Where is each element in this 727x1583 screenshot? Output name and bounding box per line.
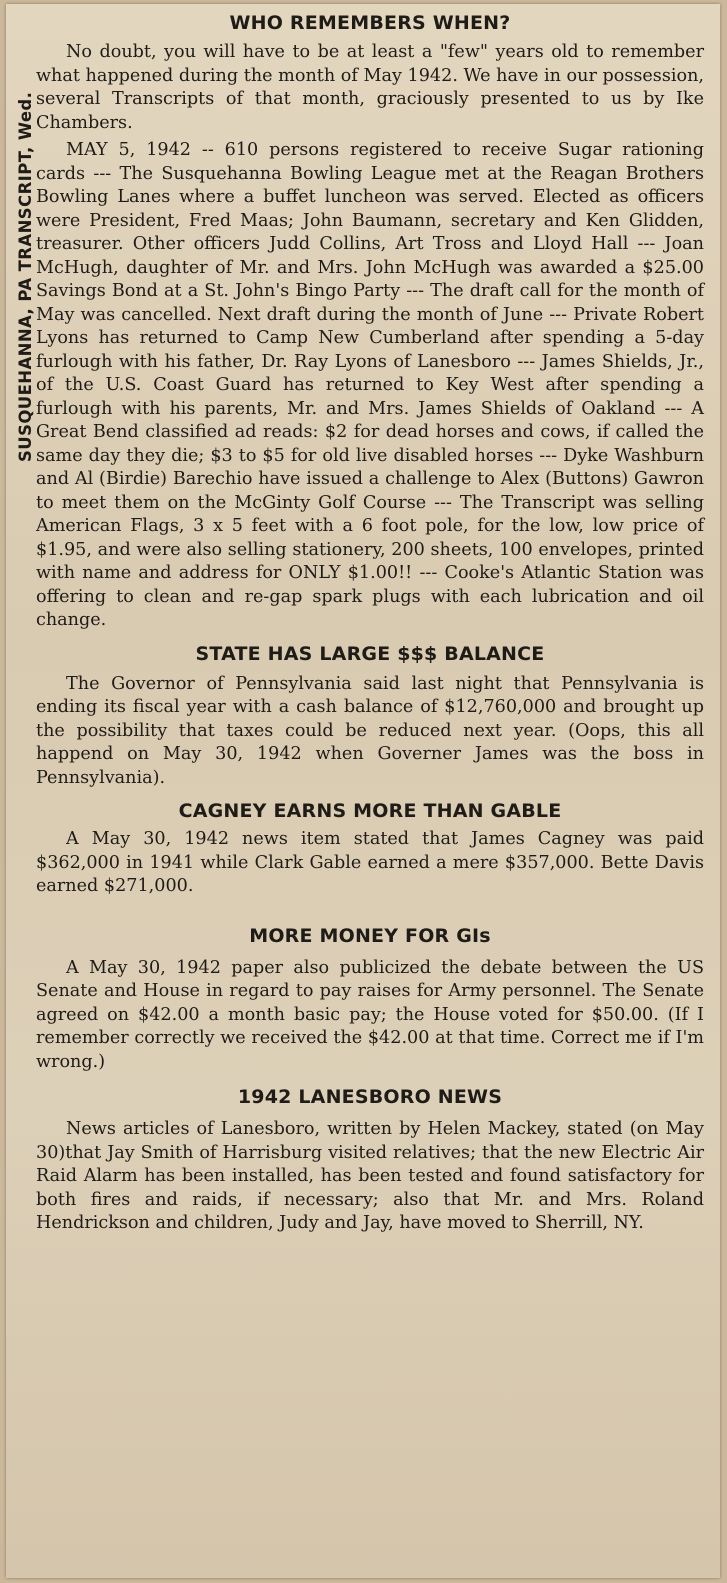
paragraph-state-balance: The Governor of Pennsylvania said last night that Pennsylvania is ending its fiscal year with a cash balance of $12,760,000 and brought up the possibility that taxes could be reduced next year. (Oops, this all happend on May 30, 1942 when Governer James was the boss in Pennsylvania). <box>36 673 704 788</box>
paragraph-lanesboro: News articles of Lanesboro, written by Helen Mackey, stated (on May 30)that Jay Smith of Harrisburg visited relatives; that the new Electric Air Raid Alarm has been installed, has been tested and found satisfactory for both fires and raids, if necessary; also that Mr. and Mrs. Roland Hendrickson and children, Judy and Jay, have moved to Sherrill, NY. <box>36 1119 704 1233</box>
paragraph-cagney: A May 30, 1942 news item stated that James Cagney was paid $362,000 in 1941 while Clark Gable earned a mere $357,000. Bette Davis earned $271,000. <box>36 829 704 896</box>
paragraph-money-gis: A May 30, 1942 paper also publicized the debate between the US Senate and House in regard to pay raises for Army personnel. The Senate agreed on $42.00 a month basic pay; the House voted for $50.00. (If I remember correctly we received the $42.00 at that time. Correct me if I'm wrong.) <box>36 957 704 1072</box>
heading-money-gis: MORE MONEY FOR GIs <box>249 924 491 947</box>
newspaper-clipping <box>6 4 720 1578</box>
paragraph-intro: No doubt, you will have to be at least a "few" years old to remember what happened during the month of May 1942. We have in our possession, several Transcripts of that month, graciously presented to us by Ike Chambers. <box>36 42 704 133</box>
heading-lanesboro: 1942 LANESBORO NEWS <box>237 1086 503 1108</box>
newspaper-source-label: SUSQUEHANNA, PA TRANSCRIPT, Wed. <box>16 91 35 462</box>
heading-state-balance: STATE HAS LARGE $$$ BALANCE <box>195 642 545 665</box>
heading-cagney: CAGNEY EARNS MORE THAN GABLE <box>178 800 562 822</box>
paragraph-may-5: MAY 5, 1942 -- 610 persons registered to receive Sugar rationing cards --- The Susquehanna Bowling League met at the Reagan Brothers Bowling Lanes where a buffet luncheon was served. Elected as officers were President, Fred Maas; John Baumann, secretary and Ken Glidden, treasurer. Other officers Judd Collins, Art Tross and Lloyd Hall --- Joan McHugh, daughter of Mr. and Mrs. John McHugh was awarded a $25.00 Savings Bond at a St. John's Bingo Party --- The draft call for the month of May was cancelled. Next draft during the month of June --- Private Robert Lyons has returned to Camp New Cumberland after spending a 5-day furlough with his father, Dr. Ray Lyons of Lanesboro --- James Shields, Jr., of the U.S. Coast Guard has returned to Key West after spending a furlough with his parents, Mr. and Mrs. James Shields of Oakland --- A Great Bend classified ad reads: $2 for dead horses and cows, if called the same day they die; $3 to $5 for old live disabled horses --- Dyke Washburn and Al (Birdie) Barechio have issued a challenge to Alex (Buttons) Gawron to meet them on the McGinty Golf Course --- The Transcript was selling American Flags, 3 x 5 feet with a 6 foot pole, for the low, low price of $1.95, and were also selling stationery, 200 sheets, 100 envelopes, printed with name and address for ONLY $1.00!! --- Cooke's Atlantic Station was offering to clean and re-gap spark plugs with each lubrication and oil change. <box>36 140 704 630</box>
heading-who-remembers: WHO REMEMBERS WHEN? <box>229 12 511 34</box>
article-column <box>36 12 704 1236</box>
